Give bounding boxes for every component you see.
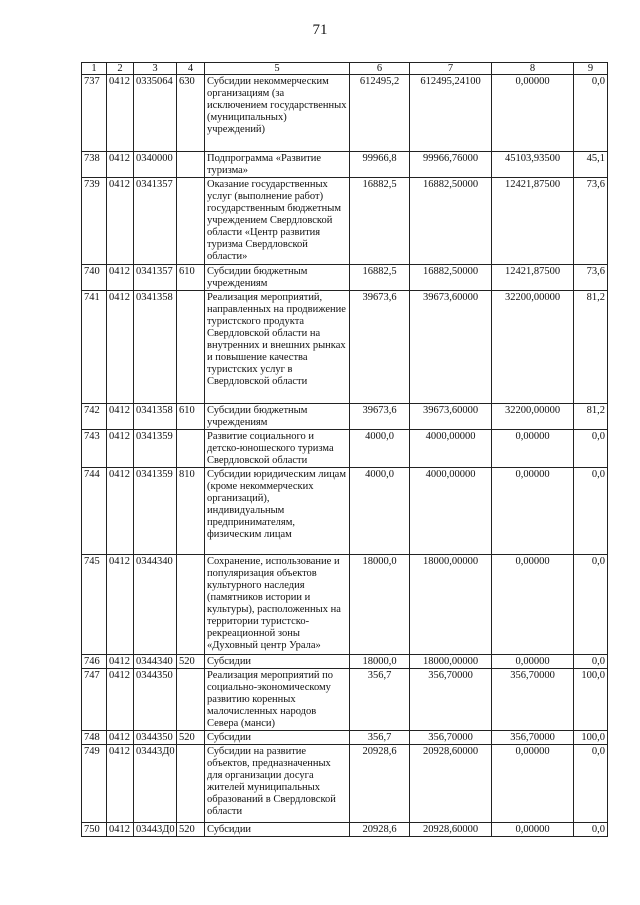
row-number-cell: 741 (82, 291, 107, 404)
row-number-cell: 746 (82, 655, 107, 669)
target-article-cell: 03443Д0 (134, 745, 177, 823)
expense-type-cell (177, 291, 205, 404)
executed-amount-cell: 0,00000 (492, 655, 574, 669)
approved-amount-cell: 612495,24100 (410, 75, 492, 152)
section-code-cell: 0412 (107, 655, 134, 669)
section-code-cell: 0412 (107, 823, 134, 837)
row-number-cell: 739 (82, 178, 107, 265)
target-article-cell: 0341359 (134, 430, 177, 468)
approved-amount-cell: 99966,76000 (410, 152, 492, 178)
table-header-row (82, 63, 608, 75)
execution-percent-cell: 0,0 (574, 75, 608, 152)
target-article-cell: 0344340 (134, 555, 177, 655)
row-number-cell: 740 (82, 265, 107, 291)
plan-amount-cell: 18000,0 (350, 555, 410, 655)
page-number: 71 (312, 22, 328, 38)
expense-type-cell: 810 (177, 468, 205, 555)
section-code-cell: 0412 (107, 468, 134, 555)
column-header: 9 (574, 63, 608, 75)
column-header: 1 (82, 63, 107, 75)
row-number-cell: 737 (82, 75, 107, 152)
executed-amount-cell: 45103,93500 (492, 152, 574, 178)
table-body (82, 75, 608, 837)
item-name-cell: Подпрограмма «Развитие туризма» (205, 152, 350, 178)
row-number-cell: 743 (82, 430, 107, 468)
execution-percent-cell: 81,2 (574, 404, 608, 430)
item-name-cell: Субсидии (205, 731, 350, 745)
approved-amount-cell: 20928,60000 (410, 745, 492, 823)
target-article-cell: 0341358 (134, 404, 177, 430)
item-name-cell: Субсидии на развитие объектов, предназначенных для организации досуга жителей муниципальных образований в Свердловской области (205, 745, 350, 823)
section-code-cell: 0412 (107, 430, 134, 468)
row-number-cell: 742 (82, 404, 107, 430)
executed-amount-cell: 0,00000 (492, 823, 574, 837)
table-row (82, 731, 608, 745)
table-row (82, 555, 608, 655)
expense-type-cell: 520 (177, 655, 205, 669)
executed-amount-cell: 32200,00000 (492, 291, 574, 404)
approved-amount-cell: 18000,00000 (410, 655, 492, 669)
plan-amount-cell: 4000,0 (350, 430, 410, 468)
target-article-cell: 0344340 (134, 655, 177, 669)
target-article-cell: 0340000 (134, 152, 177, 178)
execution-percent-cell: 0,0 (574, 468, 608, 555)
column-header: 8 (492, 63, 574, 75)
approved-amount-cell: 4000,00000 (410, 430, 492, 468)
approved-amount-cell: 356,70000 (410, 669, 492, 731)
execution-percent-cell: 100,0 (574, 731, 608, 745)
expense-type-cell: 610 (177, 265, 205, 291)
section-code-cell: 0412 (107, 731, 134, 745)
row-number-cell: 750 (82, 823, 107, 837)
item-name-cell: Субсидии бюджетным учреждениям (205, 265, 350, 291)
target-article-cell: 03443Д0 (134, 823, 177, 837)
executed-amount-cell: 0,00000 (492, 430, 574, 468)
approved-amount-cell: 16882,50000 (410, 265, 492, 291)
plan-amount-cell: 20928,6 (350, 745, 410, 823)
target-article-cell: 0341357 (134, 265, 177, 291)
section-code-cell: 0412 (107, 555, 134, 655)
column-header: 6 (350, 63, 410, 75)
plan-amount-cell: 20928,6 (350, 823, 410, 837)
row-number-cell: 748 (82, 731, 107, 745)
table-row (82, 655, 608, 669)
section-code-cell: 0412 (107, 265, 134, 291)
expense-type-cell (177, 555, 205, 655)
target-article-cell: 0344350 (134, 731, 177, 745)
plan-amount-cell: 16882,5 (350, 265, 410, 291)
expense-type-cell (177, 152, 205, 178)
table-row (82, 669, 608, 731)
executed-amount-cell: 356,70000 (492, 731, 574, 745)
executed-amount-cell: 32200,00000 (492, 404, 574, 430)
plan-amount-cell: 18000,0 (350, 655, 410, 669)
execution-percent-cell: 100,0 (574, 669, 608, 731)
column-header: 7 (410, 63, 492, 75)
executed-amount-cell: 12421,87500 (492, 265, 574, 291)
approved-amount-cell: 356,70000 (410, 731, 492, 745)
plan-amount-cell: 16882,5 (350, 178, 410, 265)
table-row (82, 404, 608, 430)
execution-percent-cell: 81,2 (574, 291, 608, 404)
row-number-cell: 747 (82, 669, 107, 731)
plan-amount-cell: 356,7 (350, 669, 410, 731)
execution-percent-cell: 0,0 (574, 655, 608, 669)
approved-amount-cell: 39673,60000 (410, 291, 492, 404)
approved-amount-cell: 16882,50000 (410, 178, 492, 265)
executed-amount-cell: 0,00000 (492, 745, 574, 823)
expense-type-cell: 520 (177, 823, 205, 837)
target-article-cell: 0341358 (134, 291, 177, 404)
approved-amount-cell: 18000,00000 (410, 555, 492, 655)
plan-amount-cell: 39673,6 (350, 291, 410, 404)
column-header: 4 (177, 63, 205, 75)
execution-percent-cell: 0,0 (574, 823, 608, 837)
executed-amount-cell: 356,70000 (492, 669, 574, 731)
expense-type-cell (177, 669, 205, 731)
item-name-cell: Реализация мероприятий, направленных на продвижение туристского продукта Свердловской области на внутренних и внешних рынках и повышение качества туристских услуг в Свердловской области (205, 291, 350, 404)
table-row (82, 823, 608, 837)
section-code-cell: 0412 (107, 178, 134, 265)
plan-amount-cell: 612495,2 (350, 75, 410, 152)
plan-amount-cell: 39673,6 (350, 404, 410, 430)
item-name-cell: Субсидии юридическим лицам (кроме некоммерческих организаций), индивидуальным предпринимателям, физическим лицам (205, 468, 350, 555)
section-code-cell: 0412 (107, 75, 134, 152)
executed-amount-cell: 0,00000 (492, 468, 574, 555)
execution-percent-cell: 73,6 (574, 265, 608, 291)
table-row (82, 75, 608, 152)
item-name-cell: Реализация мероприятий по социально-экономическому развитию коренных малочисленных народов Севера (манси) (205, 669, 350, 731)
expense-type-cell: 520 (177, 731, 205, 745)
row-number-cell: 749 (82, 745, 107, 823)
budget-table (81, 62, 608, 837)
plan-amount-cell: 99966,8 (350, 152, 410, 178)
column-header: 3 (134, 63, 177, 75)
execution-percent-cell: 0,0 (574, 430, 608, 468)
expense-type-cell: 630 (177, 75, 205, 152)
executed-amount-cell: 0,00000 (492, 75, 574, 152)
plan-amount-cell: 356,7 (350, 731, 410, 745)
expense-type-cell (177, 430, 205, 468)
table-row (82, 430, 608, 468)
section-code-cell: 0412 (107, 404, 134, 430)
table-row (82, 291, 608, 404)
table-row (82, 468, 608, 555)
target-article-cell: 0344350 (134, 669, 177, 731)
section-code-cell: 0412 (107, 291, 134, 404)
approved-amount-cell: 4000,00000 (410, 468, 492, 555)
item-name-cell: Сохранение, использование и популяризация объектов культурного наследия (памятников истории и культуры), расположенных на территории туристско-рекреационной зоны «Духовный центр Урала» (205, 555, 350, 655)
expense-type-cell: 610 (177, 404, 205, 430)
item-name-cell: Субсидии (205, 655, 350, 669)
target-article-cell: 0341359 (134, 468, 177, 555)
approved-amount-cell: 20928,60000 (410, 823, 492, 837)
executed-amount-cell: 12421,87500 (492, 178, 574, 265)
item-name-cell: Оказание государственных услуг (выполнение работ) государственным бюджетным учреждением Свердловской области «Центр развития туризма Свердловской области» (205, 178, 350, 265)
execution-percent-cell: 0,0 (574, 745, 608, 823)
table-row (82, 152, 608, 178)
table-row (82, 265, 608, 291)
row-number-cell: 744 (82, 468, 107, 555)
table-row (82, 178, 608, 265)
row-number-cell: 745 (82, 555, 107, 655)
item-name-cell: Развитие социального и детско-юношеского туризма Свердловской области (205, 430, 350, 468)
approved-amount-cell: 39673,60000 (410, 404, 492, 430)
executed-amount-cell: 0,00000 (492, 555, 574, 655)
section-code-cell: 0412 (107, 152, 134, 178)
expense-type-cell (177, 178, 205, 265)
section-code-cell: 0412 (107, 669, 134, 731)
section-code-cell: 0412 (107, 745, 134, 823)
table-row (82, 745, 608, 823)
expense-type-cell (177, 745, 205, 823)
plan-amount-cell: 4000,0 (350, 468, 410, 555)
column-header: 5 (205, 63, 350, 75)
execution-percent-cell: 73,6 (574, 178, 608, 265)
execution-percent-cell: 45,1 (574, 152, 608, 178)
item-name-cell: Субсидии (205, 823, 350, 837)
column-header: 2 (107, 63, 134, 75)
row-number-cell: 738 (82, 152, 107, 178)
item-name-cell: Субсидии некоммерческим организациям (за исключением государственных (муниципальных) учреждений) (205, 75, 350, 152)
target-article-cell: 0335064 (134, 75, 177, 152)
item-name-cell: Субсидии бюджетным учреждениям (205, 404, 350, 430)
execution-percent-cell: 0,0 (574, 555, 608, 655)
target-article-cell: 0341357 (134, 178, 177, 265)
